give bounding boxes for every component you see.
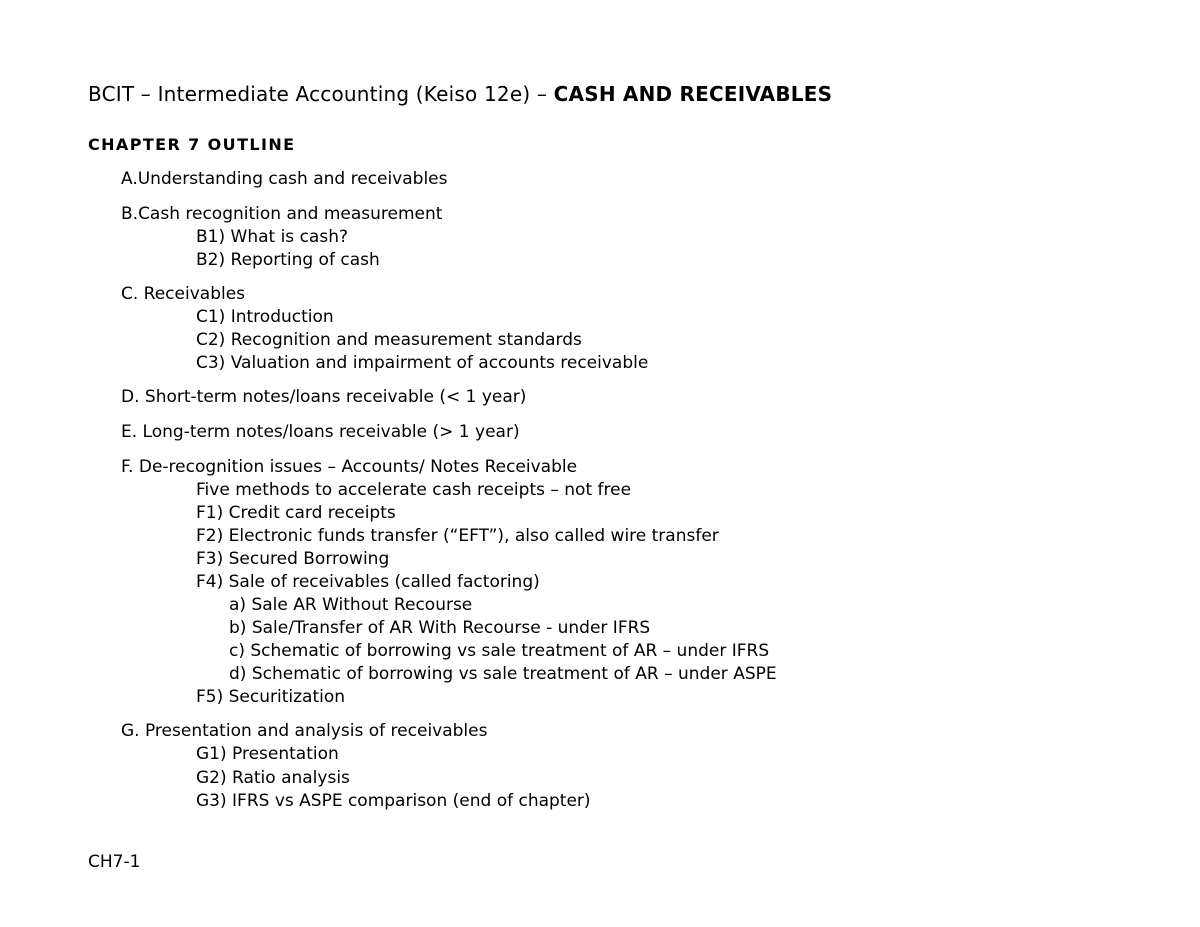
- title-emphasis: CASH AND RECEIVABLES: [553, 82, 833, 106]
- outline-item-c2: C2) Recognition and measurement standards: [196, 330, 582, 350]
- outline-item-c1: C1) Introduction: [196, 307, 334, 327]
- outline-item-b1: B1) What is cash?: [196, 227, 348, 247]
- outline-item-f4a: a) Sale AR Without Recourse: [229, 595, 473, 615]
- outline-item-b2: B2) Reporting of cash: [196, 250, 380, 270]
- outline-item-c3: C3) Valuation and impairment of accounts receivable: [196, 353, 649, 373]
- outline-item-f2: F2) Electronic funds transfer (“EFT”), also called wire transfer: [196, 526, 719, 546]
- outline-item-f: F. De-recognition issues – Accounts/ Notes Receivable: [121, 457, 578, 477]
- outline-item-d: D. Short-term notes/loans receivable (< 1 year): [121, 387, 527, 407]
- outline-item-f3: F3) Secured Borrowing: [196, 549, 390, 569]
- outline-item-f5: F5) Securitization: [196, 687, 346, 707]
- outline-item-g3: G3) IFRS vs ASPE comparison (end of chapter): [196, 791, 591, 811]
- outline-item-e: E. Long-term notes/loans receivable (> 1 year): [121, 422, 520, 442]
- outline-item-f-intro: Five methods to accelerate cash receipts – not free: [196, 480, 632, 500]
- outline-item-g1: G1) Presentation: [196, 744, 339, 764]
- chapter-heading: CHAPTER 7 OUTLINE: [88, 135, 296, 154]
- outline-item-a: A.Understanding cash and receivables: [121, 169, 448, 189]
- outline-item-g2: G2) Ratio analysis: [196, 768, 350, 788]
- outline-item-g: G. Presentation and analysis of receivables: [121, 721, 488, 741]
- document-title: [88, 82, 832, 106]
- title-prefix: BCIT – Intermediate Accounting (Keiso 12e) –: [88, 82, 554, 106]
- page-number: CH7-1: [88, 852, 141, 872]
- outline-item-f4d: d) Schematic of borrowing vs sale treatment of AR – under ASPE: [229, 664, 777, 684]
- outline-item-f1: F1) Credit card receipts: [196, 503, 396, 523]
- outline-item-f4b: b) Sale/Transfer of AR With Recourse - under IFRS: [229, 618, 651, 638]
- outline-item-c: C. Receivables: [121, 284, 246, 304]
- outline-item-f4: F4) Sale of receivables (called factoring): [196, 572, 540, 592]
- outline-item-b: B.Cash recognition and measurement: [121, 204, 443, 224]
- outline-item-f4c: c) Schematic of borrowing vs sale treatment of AR – under IFRS: [229, 641, 770, 661]
